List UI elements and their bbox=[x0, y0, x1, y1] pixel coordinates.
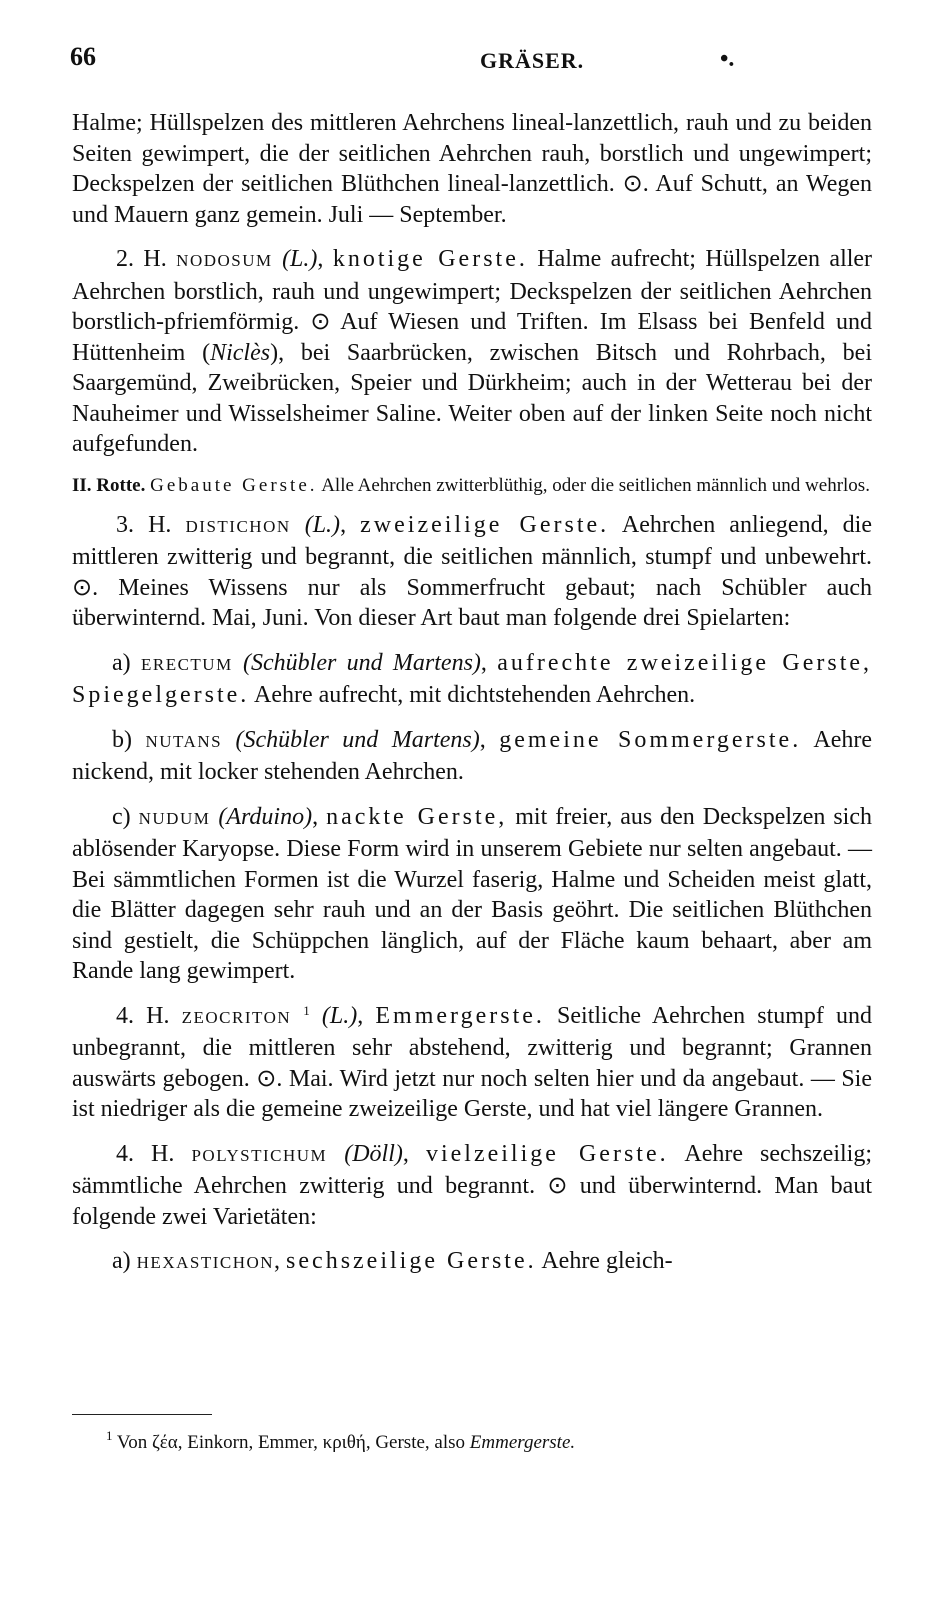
variety-text: Aehre gleich- bbox=[541, 1248, 673, 1274]
species-entry-nodosum: 2. H. NODOSUM (L.), knotige Gerste. Halme aufrecht; Hüllspelzen aller Aehrchen borstlich, rauh und ungewimpert; Deckspelzen der seitlichen Aehrchen borstlich-pfriemförmig. ⊙ Auf Wiesen und Triften. Im Elsass bei Benfeld und Hüttenheim (Niclès), bei Saarbrücken, zwischen Bitsch und Rohrbach, bei Saargemünd, Zweibrücken, Speier und Dürkheim; auch in der Wetterau bei der Nauheimer und Wisselsheimer Saline. Weiter oben auf der linken Seite noch nicht aufgefunden. bbox=[72, 246, 873, 457]
continuation-paragraph: Halme; Hüllspelzen des mittleren Aehrchens lineal-lanzettlich, rauh und zu beiden Seiten gewimpert, die der seitlichen Aehrchen rauh, borstlich und ungewimpert; Deckspelzen der seitlichen Blüthchen lineal-lanzettlich. ⊙. Auf Schutt, an Wegen und Mauern ganz gemein. Juli — September. bbox=[72, 110, 872, 228]
rotte-label: II. Rotte. bbox=[72, 474, 146, 496]
variety-label: c) bbox=[112, 803, 131, 830]
citation: Niclès bbox=[210, 339, 271, 366]
species-author: (L.) bbox=[304, 511, 341, 538]
entry-number: 3. H. bbox=[116, 511, 172, 538]
variety-common-name: nackte Gerste, bbox=[326, 803, 508, 830]
entry-text: Aehrchen anliegend, die mittleren zwitterig und begrannt, die seitlichen männlich, stumpf und unbewehrt. ⊙. Meines Wissens nur als Sommerfrucht gebaut; nach Schübler auch überwinternd. Mai, Juni. Von dieser Art baut man folgende drei Spielarten: bbox=[72, 511, 872, 631]
entry-text-continued: ), bei Saarbrücken, zwischen Bitsch und Rohrbach, bei Saargemünd, Zweibrücken, Speier und Dürkheim; auch in der Wetterau bei der Nauheimer und Wisselsheimer Saline. Weiter oben auf der linken Seite noch nicht aufgefunden. bbox=[72, 339, 872, 457]
page-header bbox=[70, 42, 870, 82]
species-name: DISTICHON bbox=[185, 516, 291, 536]
variety-nudum: c) NUDUM (Arduino), nackte Gerste, mit freier, aus den Deckspelzen sich ablösender Karyopse. Diese Form wird in unserem Gebiete nur selten angebaut. — Bei sämmtlichen Formen ist die Wurzel faserig, Halme und Scheiden meist glatt, die Blätter dagegen sehr rauh und an der Basis geöhrt. Die seitlichen Blüthchen sind gestielt, die Schüppchen länglich, auf der Fläche kaum behaart, aber am Rande lang gewimpert. bbox=[72, 803, 873, 984]
variety-common-name: aufrechte zweizeilige Gerste, Spiegelgerste. bbox=[72, 649, 873, 708]
entry-text: Halme aufrecht; Hüllspelzen aller Aehrchen borstlich, rauh und ungewimpert; Deckspelzen der seitlichen Aehrchen borstlich-pfriemförmig. ⊙ Auf Wiesen und Triften. Im Elsass bei Benfeld und Hüttenheim ( bbox=[72, 246, 873, 366]
footnote bbox=[106, 1430, 866, 1456]
variety-text: mit freier, aus den Deckspelzen sich ablösender Karyopse. Diese Form wird in unserem Gebiete nur selten angebaut. — Bei sämmtlichen Formen ist die Wurzel faserig, Halme und Scheiden meist glatt, die Blätter dagegen sehr rauh und an der Basis geöhrt. Die seitlichen Blüthchen sind gestielt, die Schüppchen länglich, auf der Fläche kaum behaart, aber am Rande lang gewimpert. bbox=[72, 803, 873, 984]
rotte-text: Alle Aehrchen zwitterblüthig, oder die seitlichen männlich und wehrlos. bbox=[321, 474, 870, 496]
species-author: (Döll) bbox=[344, 1140, 403, 1167]
variety-name: NUTANS bbox=[145, 731, 223, 751]
species-entry-distichon: 3. H. DISTICHON (L.), zweizeilige Gerste. Aehrchen anliegend, die mittleren zwitterig und begrannt, die seitlichen männlich, stumpf und unbewehrt. ⊙. Meines Wissens nur als Sommerfrucht gebaut; nach Schübler auch überwinternd. Mai, Juni. Von dieser Art baut man folgende drei Spielarten: bbox=[72, 511, 872, 631]
footnote-italic: Emmergerste. bbox=[469, 1432, 576, 1453]
footnote-number: 1 bbox=[106, 1428, 113, 1443]
variety-text: Aehre aufrecht, mit dichtstehenden Aehrchen. bbox=[253, 682, 696, 708]
variety-name: HEXASTICHON bbox=[136, 1253, 275, 1272]
variety-name: ERECTUM bbox=[140, 654, 233, 674]
entry-number: 4. H. bbox=[116, 1140, 175, 1167]
page-body bbox=[72, 108, 872, 1293]
species-author: (L.) bbox=[321, 1002, 358, 1029]
common-name: Emmergerste. bbox=[375, 1002, 545, 1029]
common-name: vielzeilige Gerste. bbox=[425, 1140, 669, 1167]
species-name: NODOSUM bbox=[176, 251, 273, 270]
variety-author: (Arduino) bbox=[218, 803, 313, 830]
variety-common-name: gemeine Sommergerste. bbox=[499, 726, 802, 753]
variety-erectum: a) ERECTUM (Schübler und Martens), aufrechte zweizeilige Gerste, Spiegelgerste. Aehre aufrecht, mit dichtstehenden Aehrchen. bbox=[72, 649, 873, 708]
species-name: ZEOCRITON bbox=[181, 1007, 292, 1027]
variety-nutans: b) NUTANS (Schübler und Martens), gemeine Sommergerste. Aehre nickend, mit locker stehenden Aehrchen. bbox=[72, 726, 872, 785]
species-entry-zeocriton: 4. H. ZEOCRITON $^1$ (L.), Emmergerste. Seitliche Aehrchen stumpf und unbegrannt, die mittleren sehr abstehend, zwitterig und begrannt; Grannen auswärts gebogen. ⊙. Mai. Wird jetzt nur noch selten hier und da angebaut. — Sie ist niedriger als die gemeine zweizeilige Gerste, und hat viel längere Grannen. bbox=[72, 1002, 873, 1122]
variety-text: Aehre nickend, mit locker stehenden Aehrchen. bbox=[72, 726, 872, 785]
species-name: POLYSTICHUM bbox=[191, 1145, 328, 1165]
page-number: 66 bbox=[70, 42, 96, 71]
species-entry-polystichum: 4. H. POLYSTICHUM (Döll), vielzeilige Gerste. Aehre sechszeilig; sämmtliche Aehrchen zwitterig und begrannt. ⊙ und überwinternd. Man baut folgende zwei Varietäten: bbox=[72, 1140, 873, 1230]
entry-number: 4. H. bbox=[116, 1002, 170, 1029]
common-name: knotige Gerste. bbox=[332, 246, 528, 272]
variety-author: (Schübler und Martens) bbox=[243, 649, 481, 676]
rotte-heading bbox=[72, 474, 872, 498]
running-title: GRÄSER. bbox=[480, 48, 585, 73]
rotte-title: Gebaute Gerste. bbox=[150, 474, 318, 496]
entry-number: 2. H. bbox=[116, 246, 167, 272]
footnote-marker: 1 bbox=[303, 1002, 310, 1018]
variety-label: a) bbox=[112, 1248, 131, 1274]
variety-label: b) bbox=[112, 726, 132, 753]
footnote-rule bbox=[72, 1414, 212, 1415]
variety-hexastichon: a) HEXASTICHON, sechszeilige Gerste. Aehre gleich- bbox=[112, 1248, 673, 1274]
footnote-text: Von ζέα, Einkorn, Emmer, κριθή, Gerste, also bbox=[116, 1432, 466, 1453]
variety-name: NUDUM bbox=[138, 808, 211, 828]
species-author: (L.) bbox=[282, 246, 318, 272]
common-name: zweizeilige Gerste. bbox=[360, 511, 610, 538]
entry-text: Seitliche Aehrchen stumpf und unbegrannt, die mittleren sehr abstehend, zwitterig und begrannt; Grannen auswärts gebogen. ⊙. Mai. Wird jetzt nur noch selten hier und da angebaut. — Sie ist niedriger als die gemeine zweizeilige Gerste, und hat viel längere Grannen. bbox=[72, 1002, 873, 1122]
variety-author: (Schübler und Martens) bbox=[235, 726, 480, 753]
header-mark: •. bbox=[720, 46, 735, 72]
variety-common-name: sechszeilige Gerste. bbox=[286, 1248, 537, 1274]
entry-text: Aehre sechszeilig; sämmtliche Aehrchen zwitterig und begrannt. ⊙ und überwinternd. Man baut folgende zwei Varietäten: bbox=[72, 1140, 873, 1230]
variety-label: a) bbox=[112, 649, 131, 676]
